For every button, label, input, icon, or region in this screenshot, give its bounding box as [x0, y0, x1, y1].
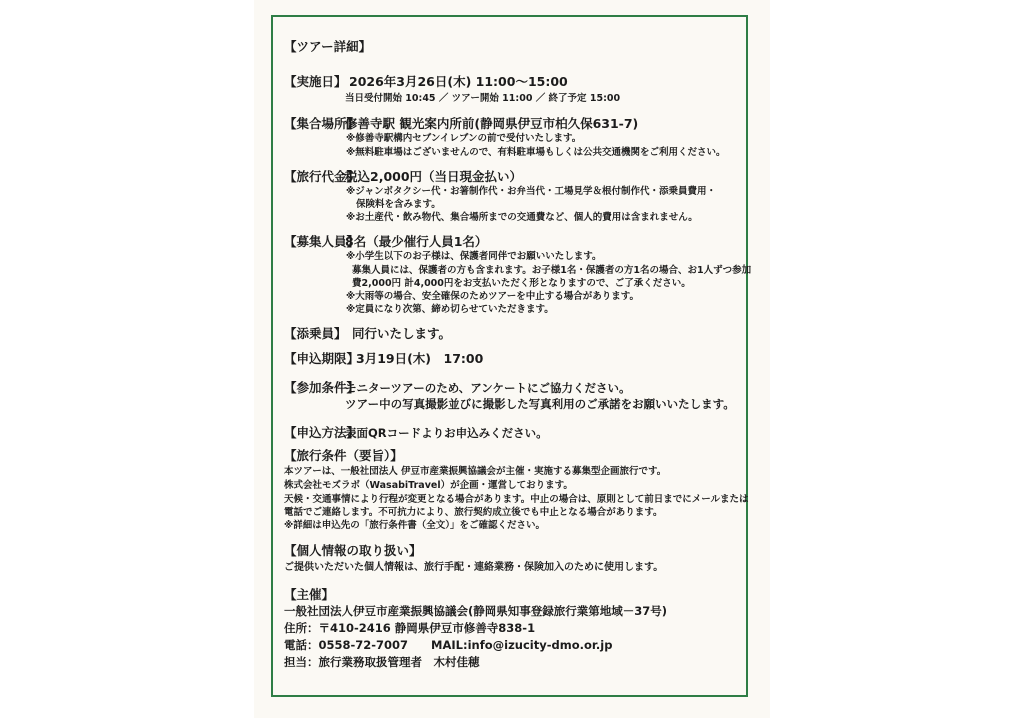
- organizer-line: 一般社団法人伊豆市産業振興協議会(静岡県知事登録旅行業第地域－37号): [284, 604, 668, 618]
- escort-value: 同行いたします。: [352, 326, 452, 341]
- escort-label: 【添乗員】: [284, 326, 347, 341]
- fee-note: ※ジャンボタクシー代・お箸制作代・お弁当代・工場見学＆根付制作代・添乗員費用・: [346, 186, 717, 197]
- capacity-label: 【募集人員】: [284, 234, 360, 249]
- date-value: 2026年3月26日(木) 11:00～15:00: [349, 74, 568, 89]
- terms-label: 【旅行条件（要旨）】: [284, 448, 403, 463]
- apply-value: 表面QRコードよりお申込みください。: [345, 426, 548, 440]
- capacity-note: ※小学生以下のお子様は、保護者同伴でお願いいたします。: [346, 251, 602, 262]
- date-note: 当日受付開始 10:45 ／ ツアー開始 11:00 ／ 終了予定 15:00: [345, 93, 621, 104]
- organizer-line: 担当：旅行業務取扱管理者 木村佳穂: [284, 655, 480, 669]
- deadline-label: 【申込期限】: [284, 351, 360, 366]
- meeting-note: ※修善寺駅構内セブンイレブンの前で受付いたします。: [346, 133, 582, 144]
- terms-line: 天候・交通事情により行程が変更となる場合があります。中止の場合は、原則として前日までにメールまたは: [284, 494, 749, 505]
- organizer-line: 住所：〒410-2416 静岡県伊豆市修善寺838-1: [284, 621, 536, 635]
- document-title: 【ツアー詳細】: [284, 39, 372, 54]
- organizer-line: 電話：0558-72-7007 MAIL:info@izucity-dmo.or.jp: [284, 638, 613, 652]
- privacy-text: ご提供いただいた個人情報は、旅行手配・連絡業務・保険加入のために使用します。: [284, 562, 664, 573]
- capacity-note: ※定員になり次第、締め切らせていただきます。: [346, 304, 554, 315]
- date-label: 【実施日】: [284, 74, 347, 89]
- meeting-value: 修善寺駅 観光案内所前(静岡県伊豆市柏久保631-7): [345, 116, 639, 131]
- terms-line: 株式会社モズラボ（WasabiTravel）が企画・運営しております。: [284, 480, 573, 491]
- organizer-label: 【主催】: [284, 587, 335, 602]
- privacy-label: 【個人情報の取り扱い】: [284, 543, 422, 558]
- conditions-value: モニターツアーのため、アンケートにご協力ください。: [345, 381, 631, 395]
- conditions-value: ツアー中の写真撮影並びに撮影した写真利用のご承諾をお願いいたします。: [345, 397, 735, 411]
- terms-line: 電話でご連絡します。不可抗力により、旅行契約成立後でも中止となる場合があります。: [284, 507, 663, 518]
- capacity-note: 費2,000円 計4,000円をお支払いただく形となりますので、ご了承ください。: [352, 278, 691, 289]
- terms-line: ※詳細は申込先の「旅行条件書（全文）」をご確認ください。: [284, 520, 545, 531]
- meeting-note: ※無料駐車場はございませんので、有料駐車場もしくは公共交通機関をご利用ください。: [346, 147, 726, 158]
- apply-label: 【申込方法】: [284, 425, 360, 440]
- fee-note: 保険料を含みます。: [356, 199, 441, 210]
- meeting-label: 【集合場所】: [284, 116, 360, 131]
- fee-note: ※お土産代・飲み物代、集合場所までの交通費など、個人的費用は含まれません。: [346, 212, 698, 223]
- capacity-note: 募集人員には、保護者の方も含まれます。お子様1名・保護者の方1名の場合、お1人ずつ参加: [352, 265, 752, 276]
- terms-line: 本ツアーは、一般社団法人 伊豆市産業振興協議会が主催・実施する募集型企画旅行です。: [284, 466, 667, 477]
- deadline-value: 3月19日(木) 17:00: [356, 351, 484, 366]
- fee-label: 【旅行代金】: [284, 169, 360, 184]
- conditions-label: 【参加条件】: [284, 380, 360, 395]
- capacity-note: ※大雨等の場合、安全確保のためツアーを中止する場合があります。: [346, 291, 640, 302]
- capacity-value: 8名（最少催行人員1名）: [345, 234, 488, 249]
- fee-value: 税込2,000円（当日現金払い）: [345, 169, 523, 184]
